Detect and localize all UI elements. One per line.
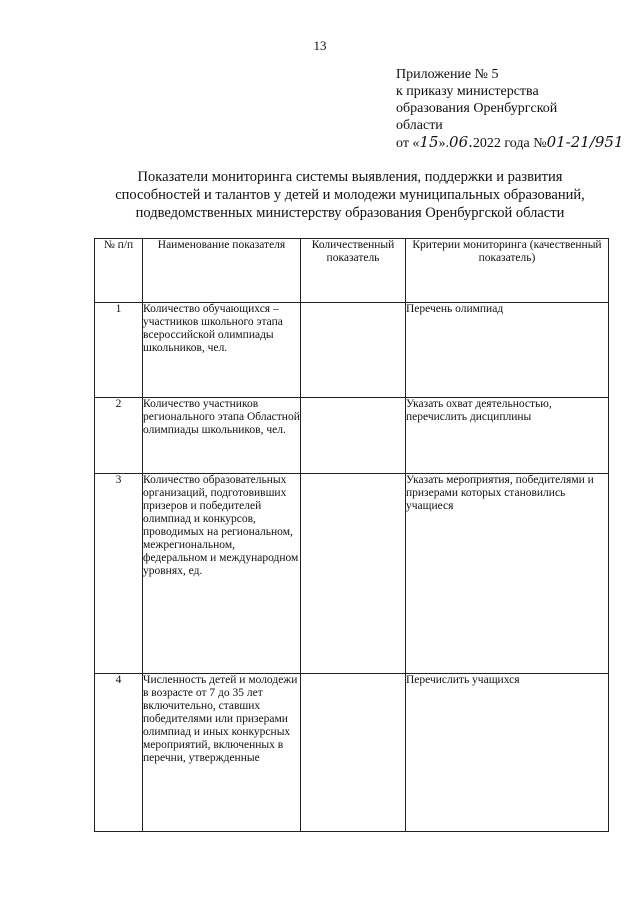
indicators-table <box>94 238 609 832</box>
title-line-3: подведомственных министерству образования Оренбургской области <box>135 205 565 221</box>
row-number: 4 <box>95 674 143 832</box>
table-header-row <box>95 239 609 303</box>
quantity-cell <box>301 302 406 397</box>
indicator-name: Количество образовательных организаций, подготовивших призеров и победителей олимпиад и конкурсов, проводимых на региональном, межрегиональном, федеральном и международном уровнях, ед. <box>143 474 301 674</box>
date-separator: ». <box>438 136 450 151</box>
criteria-cell: Перечень олимпиад <box>406 302 609 397</box>
date-year: 2022 года № <box>472 136 547 151</box>
title-line-2: способностей и талантов у детей и молодежи муниципальных образований, <box>115 187 585 203</box>
row-number: 2 <box>95 397 143 473</box>
criteria-cell: Указать мероприятия, победителями и призерами которых становились учащиеся <box>406 474 609 674</box>
date-prefix: от « <box>396 136 420 151</box>
row-number: 3 <box>95 474 143 674</box>
table-row <box>95 397 609 473</box>
header-number: № п/п <box>95 239 143 303</box>
quantity-cell <box>301 674 406 832</box>
quantity-cell <box>301 474 406 674</box>
appendix-line-2: к приказу министерства <box>396 84 539 99</box>
table-row <box>95 674 609 832</box>
header-name: Наименование показателя <box>143 239 301 303</box>
indicator-name: Количество обучающихся – участников школьного этапа всероссийской олимпиады школьников, чел. <box>143 302 301 397</box>
indicator-name: Численность детей и молодежи в возрасте от 7 до 35 лет включительно, ставших победителями или призерами олимпиад и иных конкурсных мероприятий, включенных в перечни, утвержденные <box>143 674 301 832</box>
order-number: 01-21/951 <box>546 133 624 151</box>
page-number: 13 <box>313 38 327 53</box>
header-criteria: Критерии мониторинга (качественный показатель) <box>406 239 609 303</box>
appendix-block <box>396 66 636 152</box>
header-quantity: Количественный показатель <box>301 239 406 303</box>
order-day: 15 <box>419 133 439 151</box>
criteria-cell: Перечислить учащихся <box>406 674 609 832</box>
quantity-cell <box>301 397 406 473</box>
criteria-cell: Указать охват деятельностью, перечислить дисциплины <box>406 397 609 473</box>
appendix-line-1: Приложение № 5 <box>396 67 499 82</box>
document-title <box>80 168 620 222</box>
appendix-line-4: области <box>396 118 443 133</box>
table-row <box>95 474 609 674</box>
order-date-line <box>396 134 636 152</box>
order-month: 06. <box>449 133 473 151</box>
indicator-name: Количество участников регионального этапа Областной олимпиады школьников, чел. <box>143 397 301 473</box>
table-row <box>95 302 609 397</box>
title-line-1: Показатели мониторинга системы выявления, поддержки и развития <box>137 169 563 185</box>
row-number: 1 <box>95 302 143 397</box>
appendix-line-3: образования Оренбургской <box>396 101 558 116</box>
